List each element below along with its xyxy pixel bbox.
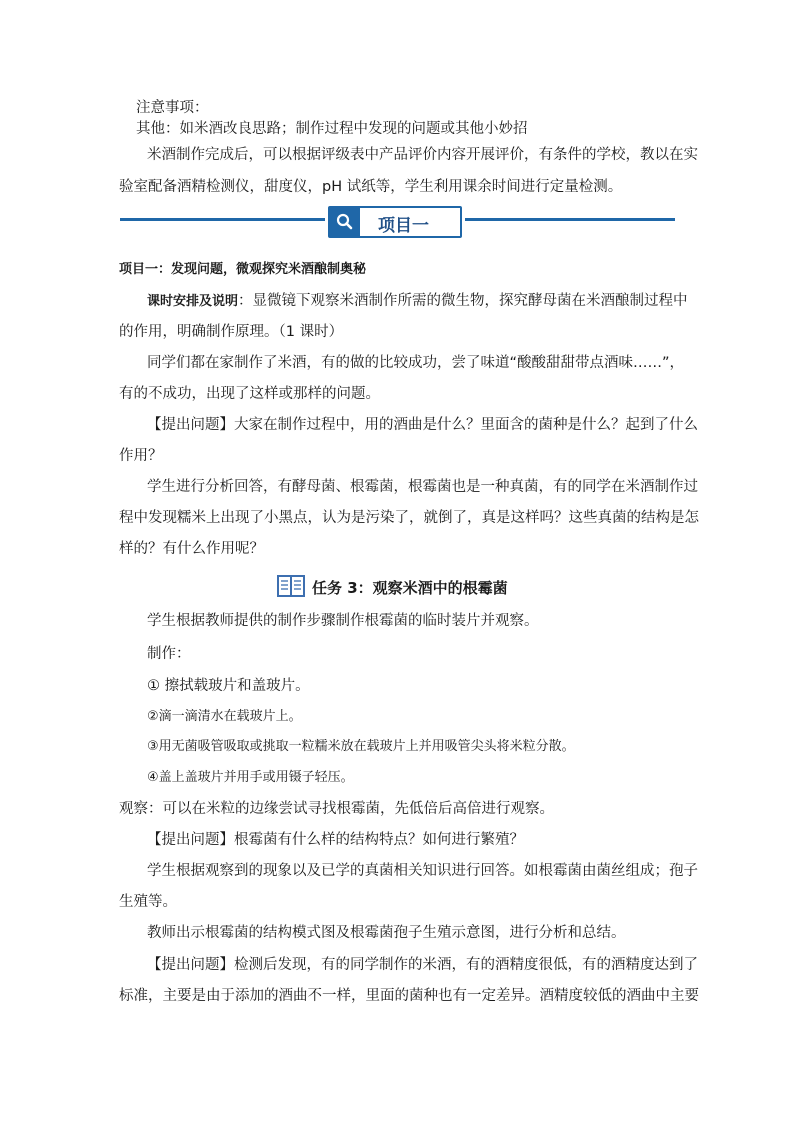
book-icon [277,574,305,598]
paragraph-line: 有的不成功，出现了这样或那样的问题。 [119,386,380,402]
paragraph-line: 观察：可以在米粒的边缘尝试寻找根霉菌，先低倍后高倍进行观察。 [119,801,554,817]
banner-tab [328,206,462,238]
paragraph-line: 【提出问题】检测后发现，有的同学制作的米酒，有的酒精度很低，有的酒精度达到了 [147,957,698,973]
project-banner [120,206,675,238]
task-title: 任务 3：观察米酒中的根霉菌 [312,579,508,597]
paragraph-line: 教师出示根霉菌的结构模式图及根霉菌孢子生殖示意图，进行分析和总结。 [147,925,626,941]
paragraph-line: 标准，主要是由于添加的酒曲不一样，里面的菌种也有一定差异。酒精度较低的酒曲中主要 [119,988,699,1004]
schedule-text: ：显微镜下观察米酒制作所需的微生物，探究酵母菌在米酒酿制过程中 [238,293,688,309]
paragraph-line: 学生进行分析回答，有酵母菌、根霉菌，根霉菌也是一种真菌，有的同学在米酒制作过 [147,479,698,495]
paragraph-line: 作用？ [119,448,163,464]
paragraph-line: 【提出问题】大家在制作过程中，用的酒曲是什么？里面含的菌种是什么？起到了什么 [147,417,698,433]
banner-rule-left [120,218,325,221]
paragraph-line: 的作用，明确制作原理。（1 课时） [119,324,344,340]
paragraph-line: 制作： [147,646,191,662]
paragraph-line: 学生根据教师提供的制作步骤制作根霉菌的临时装片并观察。 [147,613,539,629]
step-item: ④盖上盖玻片并用手或用镊子轻压。 [147,770,354,785]
paragraph-line: 样的？有什么作用呢？ [119,541,264,557]
banner-title: 项目一 [378,216,429,236]
paragraph-line: 验室配备酒精检测仪，甜度仪，pH 试纸等，学生利用课余时间进行定量检测。 [119,179,623,195]
step-item: ① 擦拭载玻片和盖玻片。 [147,678,310,694]
step-item: ③用无菌吸管吸取或挑取一粒糯米放在载玻片上并用吸管尖头将米粒分散。 [147,739,575,754]
paragraph-line: 同学们都在家制作了米酒，有的做的比较成功，尝了味道“酸酸甜甜带点酒味……”， [147,355,685,371]
paragraph-line: 米酒制作完成后，可以根据评级表中产品评价内容开展评价，有条件的学校，教以在实 [147,147,698,163]
paragraph-line: 【提出问题】根霉菌有什么样的结构特点？如何进行繁殖？ [147,832,524,848]
project-heading: 项目一：发现问题，微观探究米酒酿制奥秘 [119,262,367,277]
other-notes: 其他：如米酒改良思路；制作过程中发现的问题或其他小妙招 [136,121,528,137]
paragraph-line [147,291,688,312]
schedule-label: 课时安排及说明 [147,294,239,309]
notes-label: 注意事项： [136,100,209,116]
paragraph-line: 程中发现糯米上出现了小黑点，认为是污染了，就倒了，真是这样吗？这些真菌的结构是怎 [119,510,699,526]
paragraph-line: 生殖等。 [119,894,177,910]
paragraph-line: 学生根据观察到的现象以及已学的真菌相关知识进行回答。如根霉菌由菌丝组成；孢子 [147,863,698,879]
step-item: ②滴一滴清水在载玻片上。 [147,709,302,724]
banner-rule-right [465,218,675,221]
search-icon [330,208,360,236]
